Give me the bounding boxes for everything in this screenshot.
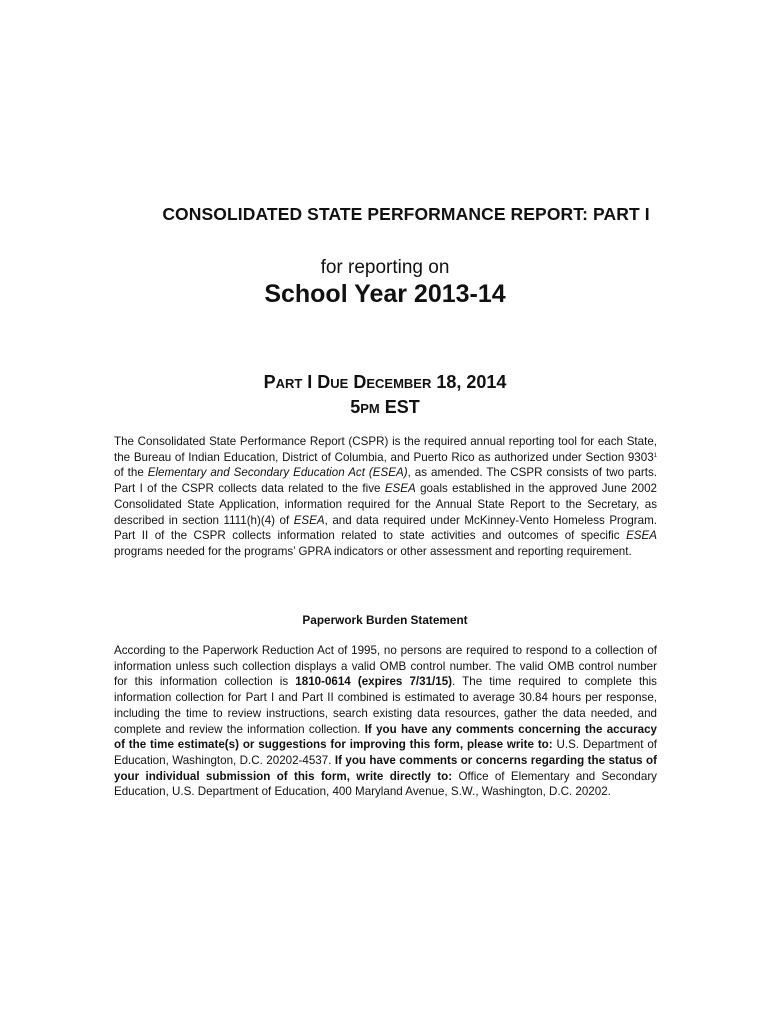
burden-text-1: According to the Paperwork Reduction Act of 1995, no persons are required to respond to a collection of information unless such collection displays a valid OMB control number. The valid OMB control number for this information collection is [114,644,657,689]
report-subtitle: for reporting on [320,257,450,278]
burden-statement-title: Paperwork Burden Statement [302,613,468,627]
due-time-line: 5pm EST [350,397,420,417]
esea-term: ESEA [293,513,325,527]
footnote-marker[interactable]: 1 [653,452,657,459]
intro-text-4: goals established in the approved June 2002 Consolidated State Application, information required for the Annual State Report to the Secretary, as described in section 1111(h)(4) of [114,482,657,527]
intro-text-5: , and data required under McKinney-Vento Homeless Program. Part II of the CSPR collects information related to state activities and outcomes of specific [114,513,657,543]
esea-term: ESEA [626,529,657,543]
burden-text-3: U.S. Department of Education, Washington, D.C. 20202-4537. [114,738,657,767]
burden-text-4: Office of Elementary and Secondary Education, U.S. Department of Education, 400 Maryland Avenue, S.W., Washington, D.C. 20202. [114,769,657,799]
act-name: Elementary and Secondary Education Act (ESEA) [147,466,408,480]
school-year-heading: School Year 2013-14 [264,280,506,308]
esea-term: ESEA [384,482,416,496]
status-instruction: If you have comments or concerns regarding the status of your individual submission of this form, write directly to: [114,753,657,783]
due-date-line: Part I Due December 18, 2014 [263,372,507,392]
burden-paragraph [114,643,657,800]
intro-text-3: , as amended. The CSPR consists of two parts. Part I of the CSPR collects data related to the five [114,466,658,496]
intro-text-6: programs needed for the programs’ GPRA indicators or other assessment and reporting requirement. [114,544,632,558]
intro-text-2: of the [114,466,148,480]
burden-text-2: . The time required to complete this information collection for Part I and Part II combined is estimated to average 30.84 hours per response, including the time to review instructions, search existing data resources, gather the data needed, and complete and review the information collection. [114,675,657,736]
omb-control-number: 1810-0614 (expires 7/31/15) [295,675,453,689]
intro-paragraph [114,434,657,560]
comments-instruction: If you have any comments concerning the accuracy of the time estimate(s) or suggestions for improving this form, please write to: [114,722,657,752]
report-title: CONSOLIDATED STATE PERFORMANCE REPORT: PART I [162,204,650,224]
intro-text-1: The Consolidated State Performance Report (CSPR) is the required annual reporting tool for each State, the Bureau of Indian Education, District of Columbia, and Puerto Rico as authorized under Section 9303 [114,435,657,464]
